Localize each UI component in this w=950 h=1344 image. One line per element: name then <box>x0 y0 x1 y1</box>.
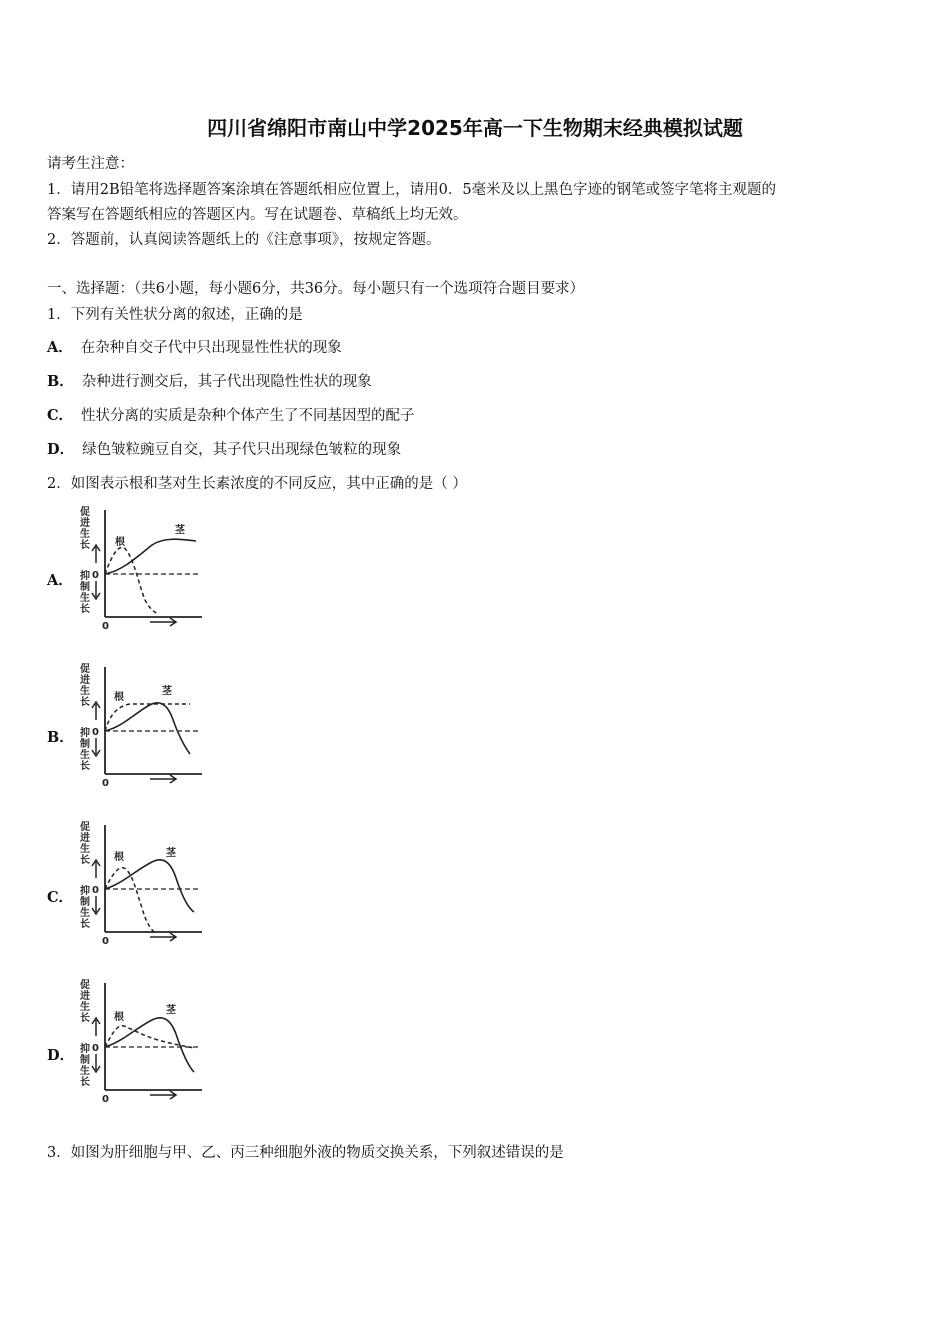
option-text: 性状分离的实质是杂种个体产生了不同基因型的配子 <box>81 408 415 424</box>
stem-curve <box>105 703 190 754</box>
option-label: C． <box>47 407 74 424</box>
axis-label: 进 <box>80 833 90 844</box>
concentration-arrow <box>150 1091 176 1099</box>
q1-option-a <box>47 336 342 357</box>
axis-label: 长 <box>80 919 90 930</box>
q1-option-b <box>47 370 372 391</box>
root-curve <box>105 547 159 614</box>
auxin-response-graph <box>72 820 222 945</box>
root-curve <box>105 868 154 932</box>
root-curve <box>105 1026 194 1048</box>
axis-label: 进 <box>80 991 90 1002</box>
option-label: B． <box>47 729 74 746</box>
axis-label: 长 <box>80 761 90 772</box>
axis-label: 制 <box>80 897 90 908</box>
axis-label: 生 <box>80 750 90 761</box>
axis-label: 制 <box>80 1055 90 1066</box>
axis-label: 生 <box>80 529 90 540</box>
option-label: C． <box>47 889 74 906</box>
origin-label: 0 <box>102 778 109 787</box>
axis-label: 抑 <box>80 886 90 897</box>
q1-option-c <box>47 404 415 425</box>
zero-label: 0 <box>92 570 99 581</box>
stem-label: 茎 <box>166 1005 176 1016</box>
q1-option-d <box>47 438 401 459</box>
axis-label: 长 <box>80 697 90 708</box>
zero-label: 0 <box>92 727 99 738</box>
notice-heading: 请考生注意： <box>47 156 134 172</box>
section-heading: 一、选择题：（共6小题，每小题6分，共36分。每小题只有一个选项符合题目要求） <box>47 281 585 297</box>
zero-label: 0 <box>92 1043 99 1054</box>
origin-label: 0 <box>102 621 109 630</box>
axis-label: 生 <box>80 593 90 604</box>
axis-label: 抑 <box>80 728 90 739</box>
concentration-arrow <box>150 618 176 626</box>
option-label: A． <box>47 572 73 589</box>
axis-label: 促 <box>80 822 90 833</box>
notice-line-1: 1．请用2B铅笔将选择题答案涂填在答题纸相应位置上，请用0．5毫米及以上黑色字迹的钢笔或签字笔将主观题的 <box>47 182 777 198</box>
notice-line-2: 2．答题前，认真阅读答题纸上的《注意事项》，按规定答题。 <box>47 232 441 248</box>
axis-label: 促 <box>80 664 90 675</box>
option-label: D． <box>47 441 75 458</box>
option-text: 绿色皱粒豌豆自交，其子代只出现绿色皱粒的现象 <box>82 442 402 458</box>
option-text: 杂种进行测交后，其子代出现隐性性状的现象 <box>81 374 372 390</box>
axis-label: 抑 <box>80 571 90 582</box>
question-1-stem: 1．下列有关性状分离的叙述，正确的是 <box>47 307 303 323</box>
option-label: A． <box>47 339 73 356</box>
root-label: 根 <box>114 1012 124 1023</box>
axis-label: 长 <box>80 1013 90 1024</box>
stem-curve <box>105 860 194 912</box>
auxin-response-graph <box>72 978 222 1103</box>
stem-label: 茎 <box>166 848 176 859</box>
option-label: D． <box>47 1047 75 1064</box>
concentration-arrow <box>150 933 176 941</box>
concentration-arrow <box>150 775 176 783</box>
question-2-stem: 2．如图表示根和茎对生长素浓度的不同反应，其中正确的是（ ） <box>47 476 467 492</box>
origin-label: 0 <box>102 936 109 945</box>
axis-label: 生 <box>80 686 90 697</box>
root-label: 根 <box>114 852 124 863</box>
axis-label: 生 <box>80 1066 90 1077</box>
axis-label: 进 <box>80 518 90 529</box>
page-title: 四川省绵阳市南山中学2025年高一下生物期末经典模拟试题 <box>207 116 743 140</box>
stem-curve <box>105 1018 194 1072</box>
option-label: B． <box>47 373 74 390</box>
axis-label: 生 <box>80 1002 90 1013</box>
stem-label: 茎 <box>175 525 185 536</box>
axis-label: 生 <box>80 844 90 855</box>
axis-label: 制 <box>80 739 90 750</box>
axis-label: 生 <box>80 908 90 919</box>
axis-label: 制 <box>80 582 90 593</box>
root-label: 根 <box>114 692 124 703</box>
axis-label: 长 <box>80 1077 90 1088</box>
axis-label: 长 <box>80 540 90 551</box>
axis-label: 长 <box>80 604 90 615</box>
origin-label: 0 <box>102 1094 109 1103</box>
auxin-response-graph <box>72 505 222 630</box>
zero-label: 0 <box>92 885 99 896</box>
axis-label: 抑 <box>80 1044 90 1055</box>
axis-label: 进 <box>80 675 90 686</box>
root-label: 根 <box>115 537 125 548</box>
axis-label: 促 <box>80 980 90 991</box>
notice-line-1b: 答案写在答题纸相应的答题区内。写在试题卷、草稿纸上均无效。 <box>47 207 468 223</box>
stem-label: 茎 <box>162 686 172 697</box>
auxin-response-graph <box>72 662 222 787</box>
question-3-stem: 3．如图为肝细胞与甲、乙、丙三种细胞外液的物质交换关系，下列叙述错误的是 <box>47 1145 564 1161</box>
axis-label: 促 <box>80 507 90 518</box>
option-text: 在杂种自交子代中只出现显性性状的现象 <box>80 340 342 356</box>
axis-label: 长 <box>80 855 90 866</box>
